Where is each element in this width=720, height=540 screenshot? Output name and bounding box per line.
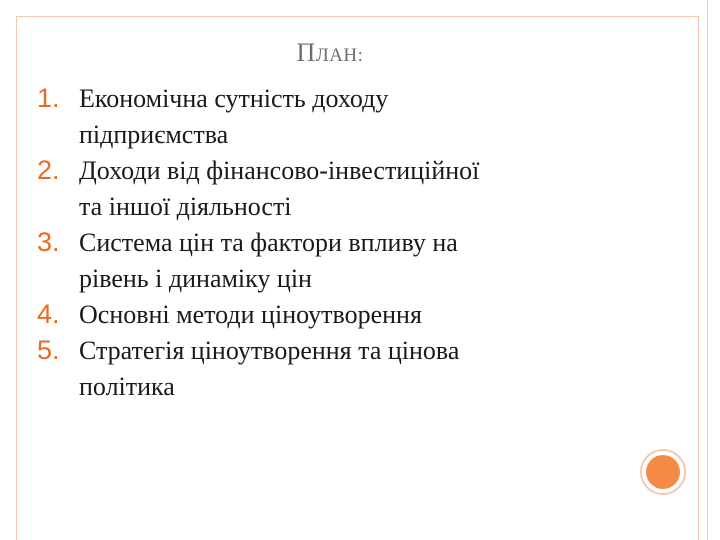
list-item <box>37 81 637 153</box>
decorative-circle-icon <box>646 455 680 489</box>
item-line1: Стратегія ціноутворення та цінова <box>79 336 460 365</box>
item-number: 1. <box>37 83 60 113</box>
item-line1: Доходи від фінансово-інвестиційної <box>79 156 480 185</box>
item-number: 4. <box>37 299 60 329</box>
item-line2: рівень і динаміку цін <box>79 264 312 293</box>
item-number: 2. <box>37 155 60 185</box>
frame-right-line <box>707 0 708 540</box>
item-number: 3. <box>37 227 60 257</box>
list-item <box>37 153 637 225</box>
slide-title <box>0 38 660 68</box>
item-line2: та іншої діяльності <box>79 192 292 221</box>
title-cap: П <box>296 38 316 67</box>
item-line2: підприємства <box>79 120 229 149</box>
list-item <box>37 297 637 333</box>
list-item <box>37 333 637 405</box>
item-line1: Основні методи ціноутворення <box>79 300 422 329</box>
item-line1: Економічна сутність доходу <box>79 84 389 113</box>
list-item <box>37 225 637 297</box>
plan-list <box>37 81 637 405</box>
title-rest: ЛАН <box>315 45 358 66</box>
title-colon: : <box>357 45 364 66</box>
item-line1: Система цін та фактори впливу на <box>79 228 458 257</box>
item-number: 5. <box>37 335 60 365</box>
item-line2: політика <box>79 372 175 401</box>
